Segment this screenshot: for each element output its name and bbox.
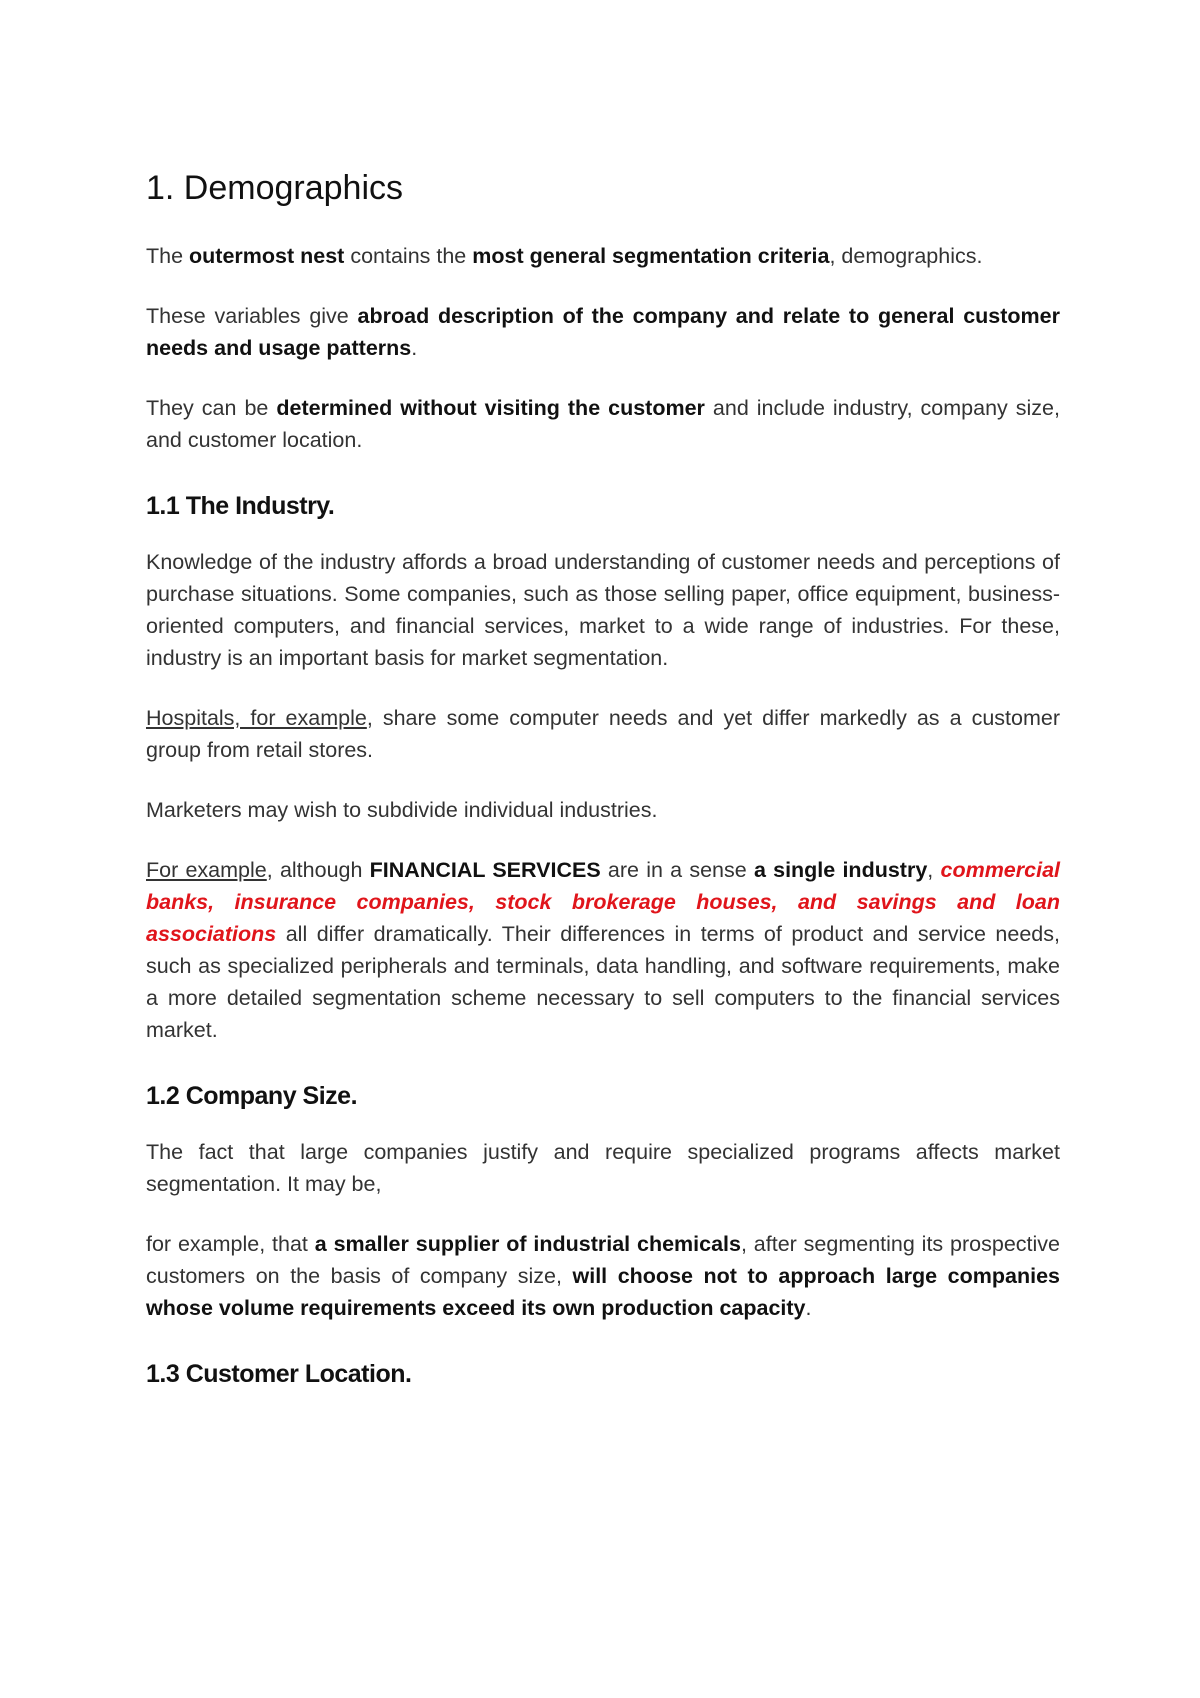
text-span: .: [411, 336, 418, 360]
paragraph-variables: [146, 300, 1060, 364]
bold-span: determined without visiting the customer: [276, 396, 705, 420]
section-heading-company-size: 1.2 Company Size.: [146, 1082, 358, 1110]
bold-span: a smaller supplier of industrial chemicals: [314, 1232, 741, 1256]
text-span: and include industry, company size, and customer location.: [146, 396, 1060, 452]
underlined-span: Hospitals, for example: [146, 706, 367, 730]
paragraph-determined: [146, 392, 1060, 456]
bold-span: abroad description of the company and relate to general customer needs and usage patterns: [146, 304, 1060, 360]
text-span: , although: [266, 858, 370, 882]
paragraph-financial-services: [146, 854, 1060, 1046]
paragraph-outermost-nest: [146, 240, 1060, 272]
paragraph-hospitals: [146, 702, 1060, 766]
text-span: are in a sense: [600, 858, 754, 882]
paragraph-industry-knowledge: Knowledge of the industry affords a broad understanding of customer needs and perceptions of purchase situations. Some companies, such as those selling paper, office equipment, business-oriented computers, and financial services, market to a wide range of industries. For these, industry is an important basis for market segmentation.: [146, 550, 1060, 670]
bold-span: a single industry: [753, 858, 928, 882]
text-span: ,: [927, 858, 941, 882]
page-title: 1. Demographics: [146, 169, 404, 207]
text-span: for example, that: [146, 1232, 315, 1256]
text-span: , demographics.: [829, 244, 983, 268]
text-span: contains the: [344, 244, 473, 268]
paragraph-subdivide: Marketers may wish to subdivide individual industries.: [146, 798, 658, 822]
text-span: , after segmenting its prospective customers on the basis of company size,: [146, 1232, 1060, 1288]
text-span: all differ dramatically. Their differences in terms of product and service needs, such as specialized peripherals and terminals, data handling, and software requirements, make a more detailed segmentation scheme necessary to sell computers to the financial services market.: [146, 922, 1060, 1042]
underlined-span: For example: [146, 858, 267, 882]
bold-span: most general segmentation criteria: [472, 244, 830, 268]
text-span: , share some computer needs and yet differ markedly as a customer group from retail stores.: [146, 706, 1060, 762]
red-emphasis-span: commercial banks, insurance companies, stock brokerage houses, and savings and loan associations: [146, 858, 1060, 946]
text-span: .: [805, 1296, 812, 1320]
section-heading-customer-location: 1.3 Customer Location.: [146, 1360, 412, 1388]
bold-span: FINANCIAL SERVICES: [369, 858, 601, 882]
document-body: [146, 168, 1060, 1414]
bold-span: will choose not to approach large companies whose volume requirements exceed its own production capacity: [146, 1264, 1060, 1320]
text-span: They can be: [146, 396, 277, 420]
bold-span: outermost nest: [189, 244, 345, 268]
paragraph-large-companies: The fact that large companies justify and require specialized programs affects market segmentation. It may be,: [146, 1140, 1060, 1196]
section-heading-industry: 1.1 The Industry.: [146, 492, 335, 520]
text-span: These variables give: [146, 304, 358, 328]
paragraph-smaller-supplier: [146, 1228, 1060, 1324]
text-span: The: [146, 244, 190, 268]
